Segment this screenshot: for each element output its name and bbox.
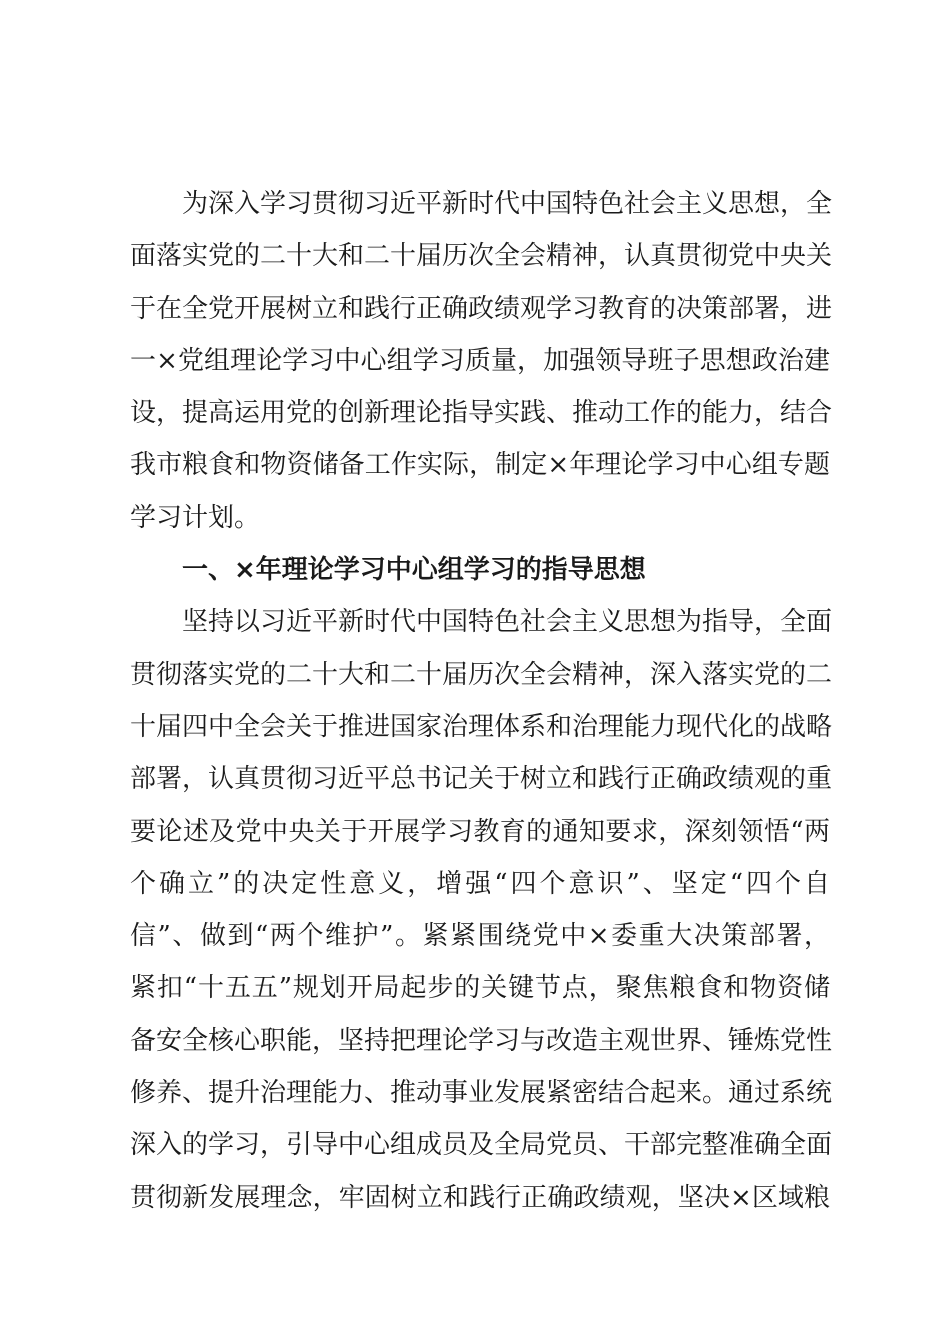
text-line: 修养、提升治理能力、推动事业发展紧密结合起来。通过系统 (130, 1078, 833, 1109)
text-line: 面落实党的二十大和二十届历次全会精神，认真贯彻党中央关 (130, 241, 833, 272)
text-line: 于在全党开展树立和践行正确政绩观学习教育的决策部署，进 (130, 293, 833, 324)
text-line: 个确立”的决定性意义，增强“四个意识”、坚定“四个自 (130, 868, 830, 899)
text-line: 为深入学习贯彻习近平新时代中国特色社会主义思想，全 (130, 189, 833, 219)
text-line: 坚持以习近平新时代中国特色社会主义思想为指导，全面 (130, 607, 833, 638)
text-line: 贯彻落实党的二十大和二十届历次全会精神，深入落实党的二 (130, 659, 833, 690)
text-line: 贯彻新发展理念，牢固树立和践行正确政绩观，坚决×区域粮 (130, 1182, 830, 1213)
text-line: 十届四中全会关于推进国家治理体系和治理能力现代化的战略 (130, 711, 833, 742)
document-page (130, 178, 833, 1224)
text-line: 设，提高运用党的创新理论指导实践、推动工作的能力，结合 (130, 398, 833, 429)
text-line: 要论述及党中央关于开展学习教育的通知要求，深刻领悟“两 (130, 816, 830, 847)
intro-paragraph (130, 178, 833, 544)
text-line: 部署，认真贯彻习近平总书记关于树立和践行正确政绩观的重 (130, 764, 833, 795)
guiding-thought-paragraph (130, 596, 833, 1224)
text-line: 深入的学习，引导中心组成员及全局党员、干部完整准确全面 (130, 1130, 833, 1161)
section-heading: 一、×年理论学习中心组学习的指导思想 (130, 555, 646, 586)
text-line: 备安全核心职能，坚持把理论学习与改造主观世界、锤炼党性 (130, 1025, 833, 1056)
text-line: 学习计划。 (130, 502, 261, 533)
text-line: 紧扣“十五五”规划开局起步的关键节点，聚焦粮食和物资储 (130, 973, 830, 1004)
text-line: 一×党组理论学习中心组学习质量，加强领导班子思想政治建 (130, 345, 830, 376)
text-line: 我市粮食和物资储备工作实际，制定×年理论学习中心组专题 (130, 450, 830, 481)
text-line: 信”、做到“两个维护”。紧紧围绕党中×委重大决策部署， (130, 921, 830, 952)
